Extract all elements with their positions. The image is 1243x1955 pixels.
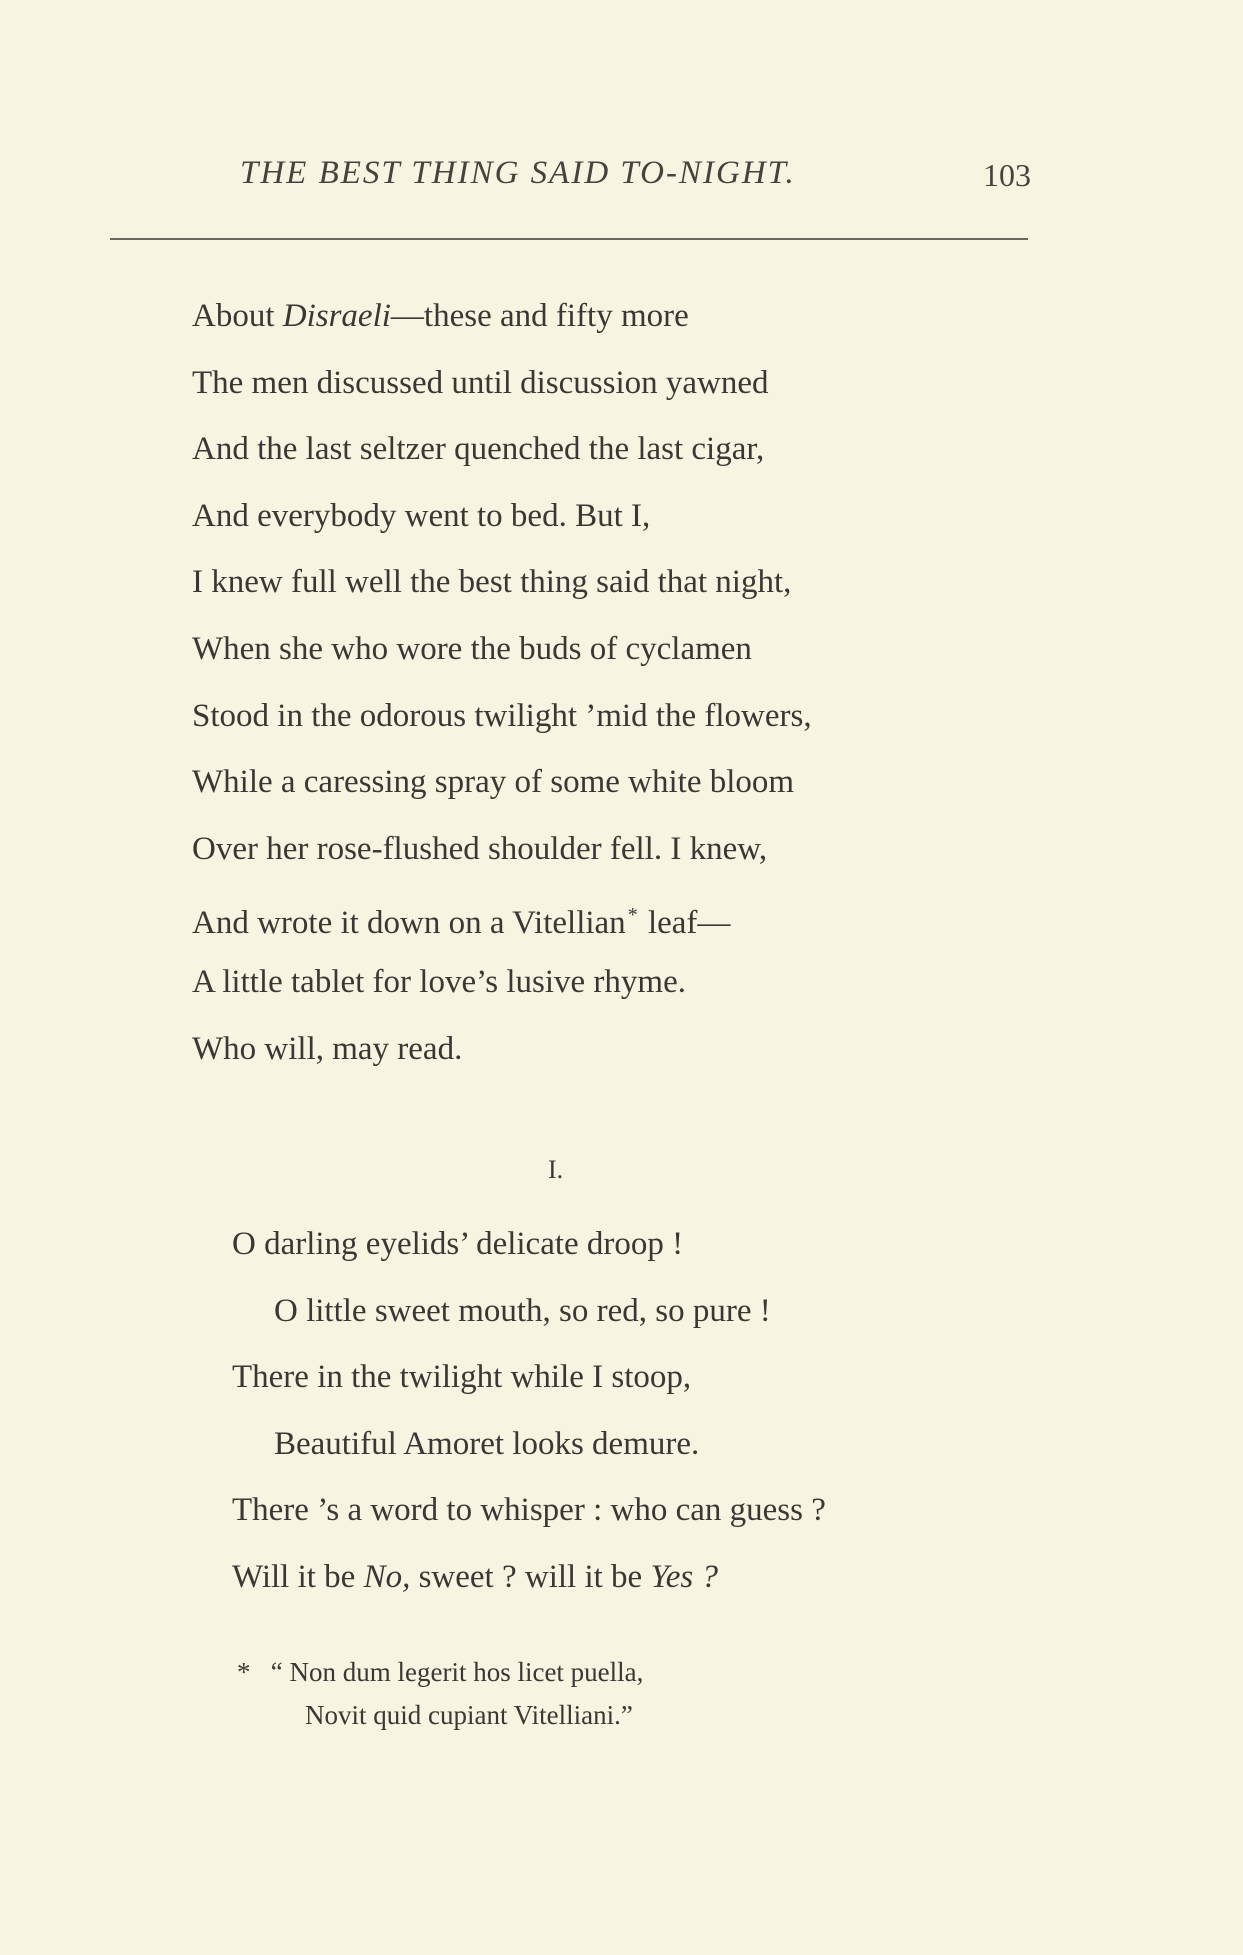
verse-line: Will it be No, sweet ? will it be Yes ?: [232, 1558, 719, 1595]
verse-line: I knew full well the best thing said that night,: [192, 564, 792, 601]
verse-line: Who will, may read.: [192, 1030, 463, 1067]
verse-line: While a caressing spray of some white bloom: [192, 764, 795, 801]
verse-line: About Disraeli—these and fifty more: [192, 298, 689, 334]
verse-line: Over her rose-flushed shoulder fell. I knew,: [192, 830, 768, 867]
footnote-reference: *: [627, 904, 638, 927]
verse-line: O darling eyelids’ delicate droop !: [232, 1226, 684, 1262]
running-title: THE BEST THING SAID TO-NIGHT.: [240, 155, 796, 191]
verse-line: O little sweet mouth, so red, so pure !: [274, 1292, 771, 1329]
verse-line: And the last seltzer quenched the last cigar,: [192, 431, 765, 468]
verse-line: Beautiful Amoret looks demure.: [274, 1425, 700, 1462]
intro-stanza: [192, 283, 1042, 1082]
verse-line: A little tablet for love’s lusive rhyme.: [192, 963, 686, 1000]
verse-line: And everybody went to bed. But I,: [192, 497, 651, 534]
footnote-line: Novit quid cupiant Vitelliani.”: [305, 1700, 633, 1730]
footnote-mark: *: [237, 1657, 251, 1687]
running-header: [110, 155, 1035, 205]
verse-line: There ’s a word to whisper : who can guess ?: [232, 1492, 826, 1528]
section-number: I.: [548, 1155, 564, 1184]
verse-line: Stood in the odorous twilight ’mid the flowers,: [192, 697, 812, 734]
header-rule: [110, 238, 1028, 240]
verse-line: The men discussed until discussion yawned: [192, 364, 769, 401]
verse-line: And wrote it down on a Vitellian * leaf—: [192, 904, 731, 942]
page-number: 103: [983, 157, 1031, 193]
footnote-line: * “ Non dum legerit hos licet puella,: [237, 1657, 644, 1687]
stanza-one: [232, 1211, 1052, 1610]
verse-line: There in the twilight while I stoop,: [232, 1359, 692, 1395]
footnote: [237, 1651, 1037, 1737]
verse-line: When she who wore the buds of cyclamen: [192, 630, 752, 667]
